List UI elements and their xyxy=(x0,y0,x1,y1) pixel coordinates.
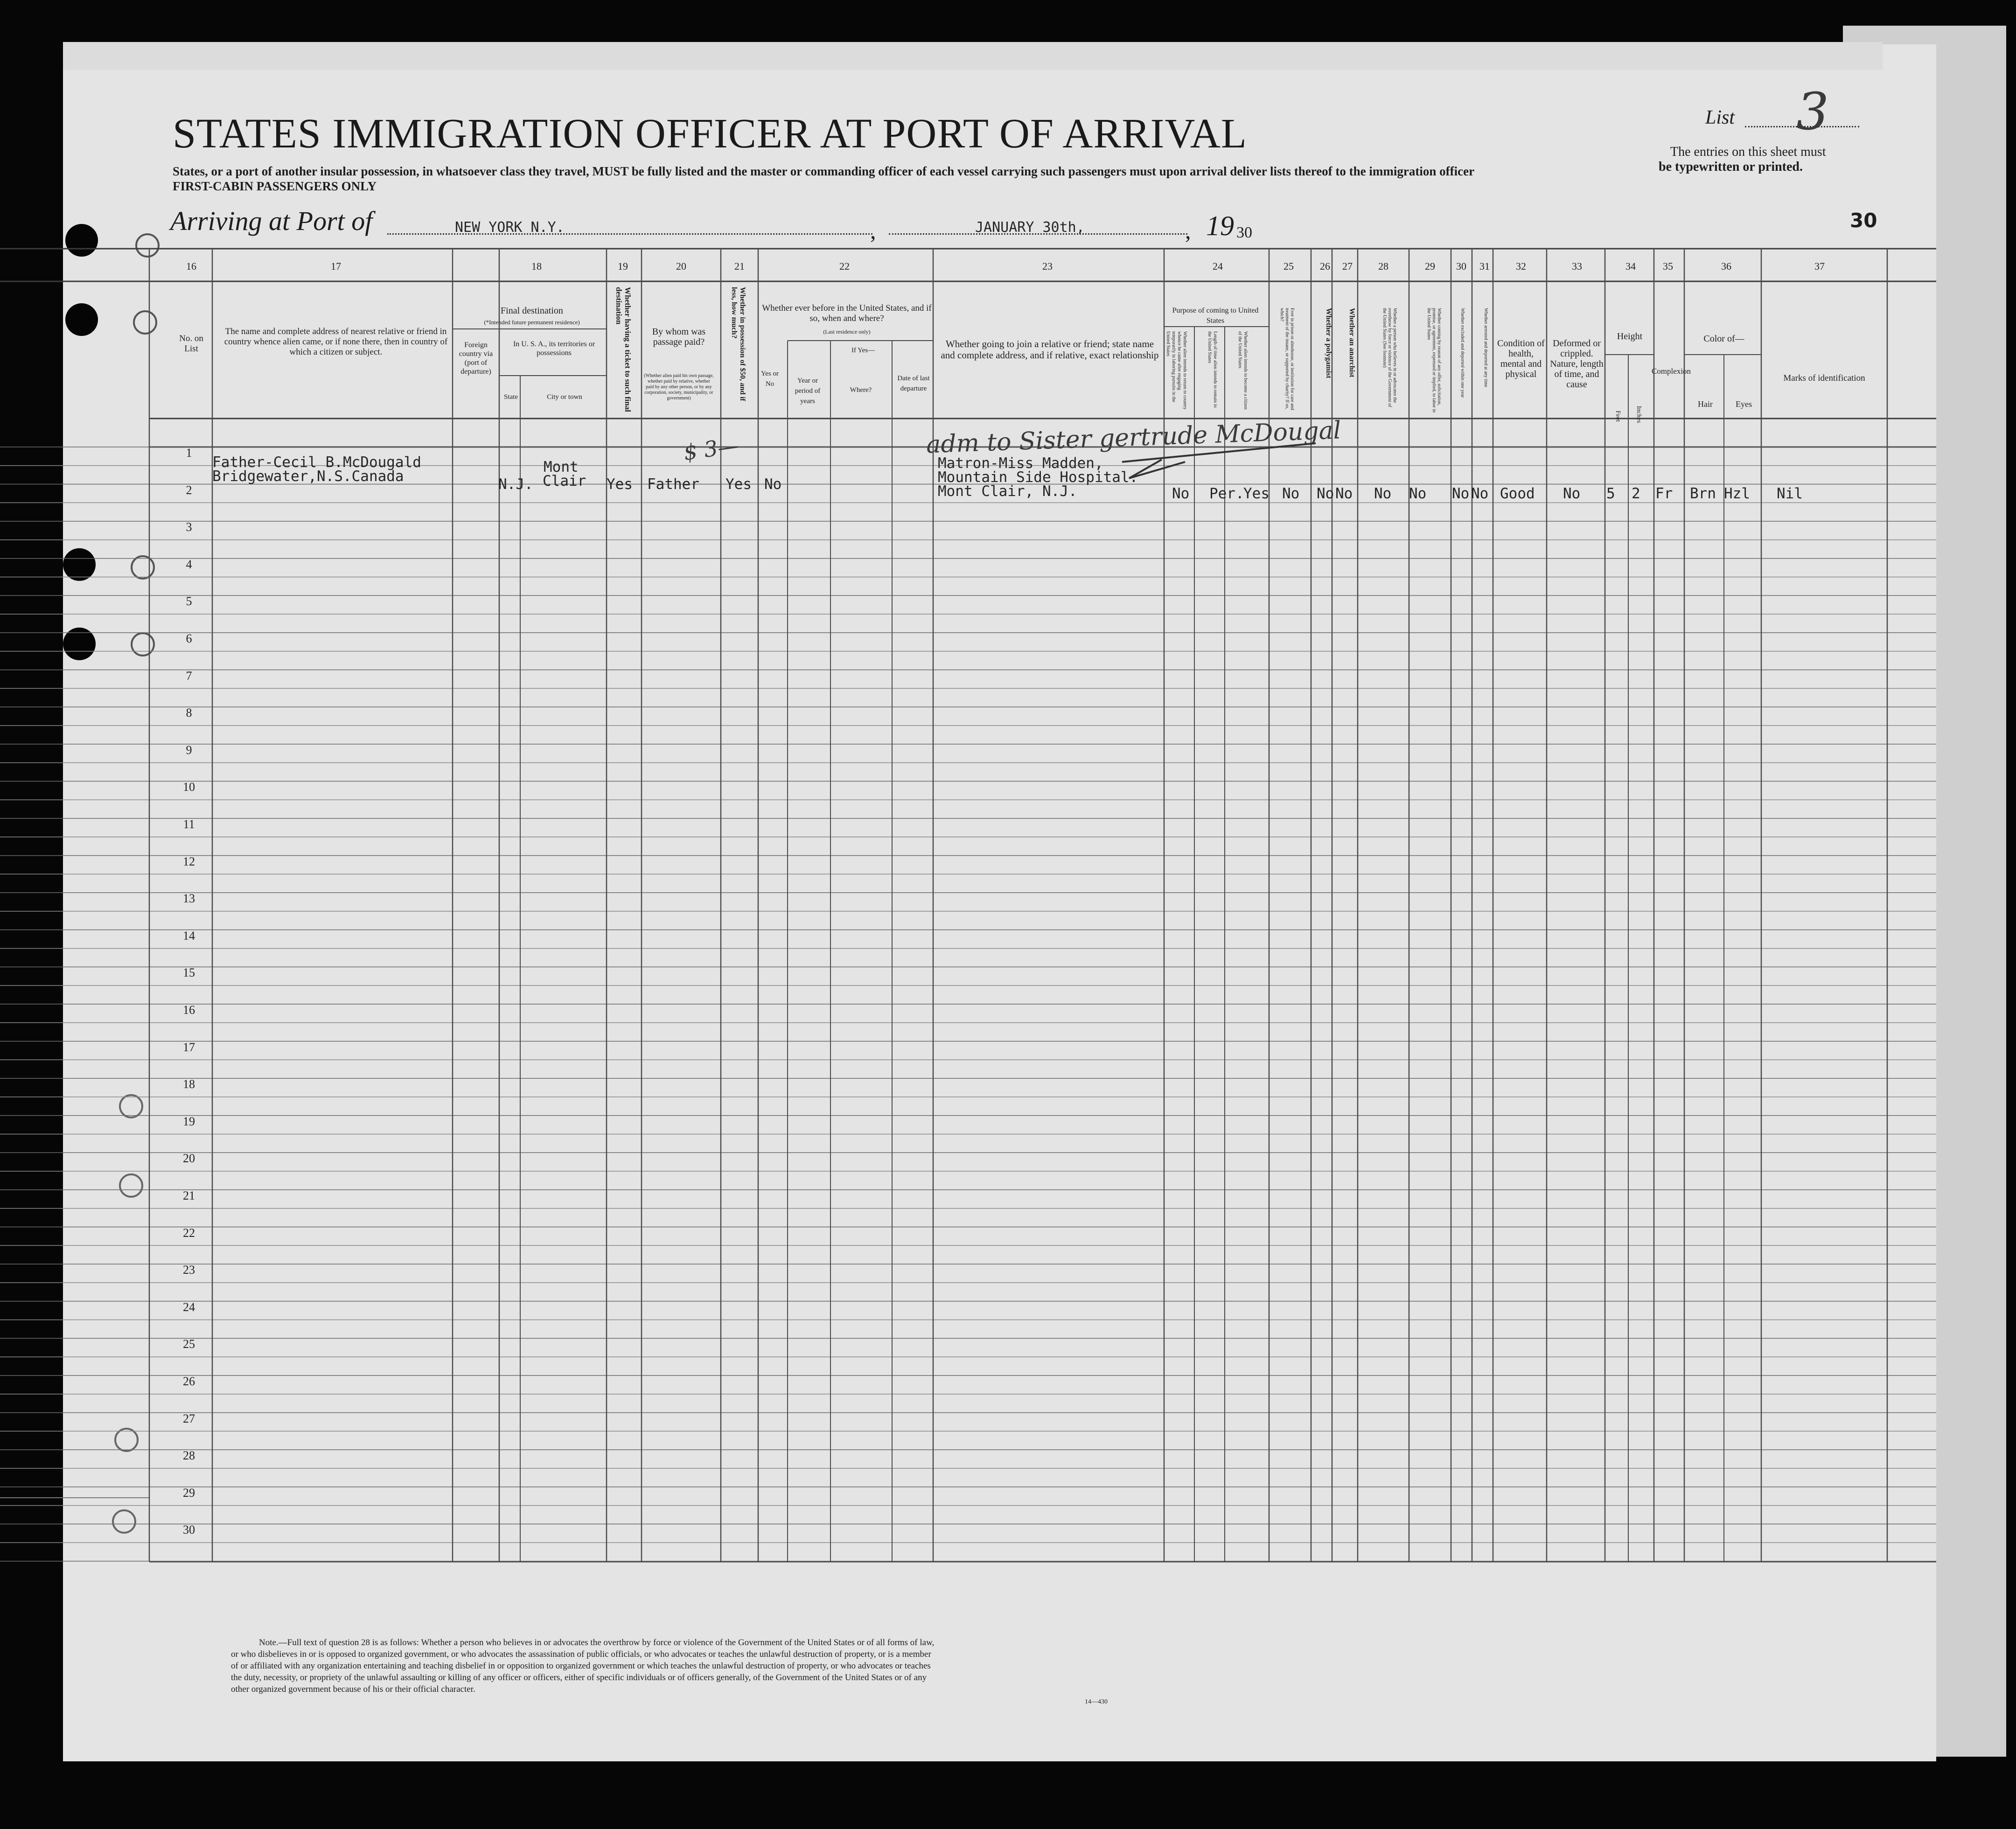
entry-complexion: Fr xyxy=(1655,485,1673,502)
header-subtitle-line1: States, or a port of another insular possession, in whatsoever class they travel, MUST be fully listed and the master or commanding officer of each vessel carrying such passengers must upon arrival deliver lists thereof to the immigration officer xyxy=(173,164,1475,178)
page-title: STATES IMMIGRATION OFFICER AT PORT OF ARRIVAL xyxy=(173,111,1247,157)
col-number: 32 xyxy=(1516,260,1526,272)
header-anarchist: Whether an anarchist xyxy=(1348,308,1356,377)
header-purpose: Purpose of coming to United States xyxy=(1172,307,1259,325)
header-by-whom-paid: By whom was passage paid? xyxy=(652,327,706,347)
sheet-number: 30 xyxy=(1850,209,1877,232)
row-number: 10 xyxy=(183,780,195,794)
entry-c31: No xyxy=(1471,485,1489,502)
row-number: 8 xyxy=(186,706,192,720)
year-prefix: 19 xyxy=(1206,210,1234,241)
entry-ticket: Yes xyxy=(607,476,633,493)
entry-handwritten-amount: $ 3— xyxy=(682,432,741,466)
col-number: 24 xyxy=(1213,260,1223,272)
entry-health: Good xyxy=(1500,485,1535,502)
port-value: NEW YORK N.Y. xyxy=(455,219,565,236)
footnote-line5: other organized government because of his or their official character. xyxy=(231,1684,475,1694)
entry-hair: Brn xyxy=(1690,485,1716,502)
col-number: 17 xyxy=(331,260,341,272)
row-number: 7 xyxy=(186,669,192,683)
form-number: 14—430 xyxy=(1085,1698,1108,1705)
row-number: 29 xyxy=(183,1486,195,1500)
entry-joining-line1: Matron-Miss Madden, xyxy=(938,455,1103,472)
typewritten-note-line2: be typewritten or printed. xyxy=(1659,160,1803,174)
footnote-line2: or who disbelieves in or is opposed to organized government, or who advocates the assassination of public officials, or who advocates or teaches the unlawful destruction of property, or is a member xyxy=(231,1649,931,1659)
footnote-line1: Note.—Full text of question 28 is as follows: Whether a person who believes in or advocates the overthrow by force or violence of the Government of the United States or of all forms of law, xyxy=(259,1638,935,1647)
col-number: 20 xyxy=(676,260,686,272)
header-by-whom-paid-note: (Whether alien paid his own passage, whether paid by relative, whether paid by any other person, or by any corporation, society, municipality, or government) xyxy=(644,373,714,401)
header-c28: Whether a person who believes in or advocates the overthrow by force or violence of the Government of the United States (See footnote) xyxy=(1382,308,1397,407)
header-if-yes: If Yes— xyxy=(851,347,875,354)
entry-eyes: Hzl xyxy=(1724,485,1750,502)
row-number: 1 xyxy=(186,446,192,460)
entry-deformed: No xyxy=(1563,485,1581,502)
header-complexion: Complexion xyxy=(1652,367,1691,376)
row-number: 9 xyxy=(186,743,192,757)
entry-inches: 2 xyxy=(1632,485,1640,502)
entry-marks: Nil xyxy=(1777,485,1803,502)
entry-joining-line3: Mont Clair, N.J. xyxy=(938,483,1077,500)
col-number: 29 xyxy=(1425,260,1435,272)
header-no-on-list: No. on List xyxy=(179,334,203,354)
year-suffix: 30 xyxy=(1236,224,1252,241)
header-possession-50: Whether in possession of $50, and if less, how much? xyxy=(730,287,746,401)
row-number: 18 xyxy=(183,1077,195,1091)
col-number: 26 xyxy=(1320,260,1330,272)
header-subtitle-line2: FIRST-CABIN PASSENGERS ONLY xyxy=(173,179,377,193)
col-number: 25 xyxy=(1284,260,1294,272)
row-number: 16 xyxy=(183,1003,195,1017)
arriving-label: Arriving at Port of xyxy=(170,206,373,236)
header-c30: Whether excluded and deported within one year xyxy=(1460,308,1465,398)
row-number: 6 xyxy=(186,632,192,645)
col-number: 34 xyxy=(1625,260,1636,272)
header-polygamist: Whether a polygamist xyxy=(1325,308,1332,378)
footnote-line4: the duty, necessity, or propriety of the unlawful assaulting or killing of any officer or officers, either of specific individuals or of officers generally, of the Government of the United States or of any xyxy=(231,1673,927,1682)
header-yes-or-no: Yes or No xyxy=(760,370,779,388)
col-number: 21 xyxy=(734,260,745,272)
header-hair: Hair xyxy=(1698,399,1713,409)
header-marks: Marks of identification xyxy=(1783,373,1865,383)
entry-c27: No xyxy=(1335,485,1353,502)
comma: , xyxy=(870,217,876,244)
row-number: 30 xyxy=(183,1523,195,1537)
row-number: 14 xyxy=(183,928,195,942)
col-number: 19 xyxy=(618,260,628,272)
row-number: 22 xyxy=(183,1226,195,1240)
col-number: 36 xyxy=(1721,260,1731,272)
entry-relative-line1: Father-Cecil B.McDougald xyxy=(212,454,421,471)
row-number: 2 xyxy=(186,483,192,497)
header-c31: Whether arrested and deported at any time xyxy=(1483,308,1488,387)
row-number: 24 xyxy=(183,1300,195,1314)
header-foreign-country: Foreign country via (port of departure) xyxy=(459,341,493,376)
header-eyes: Eyes xyxy=(1736,399,1752,409)
col-number: 16 xyxy=(186,260,196,272)
col-number: 33 xyxy=(1572,260,1582,272)
list-number: 3 xyxy=(1796,82,1829,141)
entry-city-line2: Clair xyxy=(543,473,586,489)
entry-purpose-a: No xyxy=(1172,485,1190,502)
header-deformed: Deformed or crippled. Nature, length of time, and cause xyxy=(1550,338,1604,390)
col-number: 28 xyxy=(1378,260,1388,272)
header-where: Where? xyxy=(850,386,872,394)
row-number: 28 xyxy=(183,1449,195,1463)
header-purpose-c: Whether alien intends to become a citizen of the United States xyxy=(1237,331,1248,410)
header-inches: Inches xyxy=(1635,406,1642,423)
header-c29: Whether coming by reason of any offer, solicitation, promise, or agreement, expressed or implied, to labor in the United States xyxy=(1426,308,1442,413)
entry-joining-line2: Mountain Side Hospital. xyxy=(938,469,1138,486)
list-label: List xyxy=(1705,107,1735,128)
col-number: 35 xyxy=(1663,260,1673,272)
entry-joining-handwritten: adm to Sister gertrude McDougal xyxy=(926,416,1342,459)
row-number: 17 xyxy=(183,1040,195,1054)
entry-feet: 5 xyxy=(1606,485,1615,502)
row-number: 26 xyxy=(183,1375,195,1388)
entry-possession: Yes xyxy=(725,476,752,493)
header-health: Condition of health, mental and physical xyxy=(1497,338,1545,379)
entry-city-line1: Mont xyxy=(544,459,579,475)
entry-ever-before: No xyxy=(764,476,782,493)
row-number: 21 xyxy=(183,1189,195,1202)
row-number: 3 xyxy=(186,520,192,534)
col-number: 22 xyxy=(839,260,850,272)
entry-state: N.J. xyxy=(498,476,533,493)
header-color-of: Color of— xyxy=(1703,334,1744,344)
row-number: 15 xyxy=(183,966,195,980)
row-number: 12 xyxy=(183,854,195,868)
col-number: 31 xyxy=(1479,260,1490,272)
row-number: 13 xyxy=(183,892,195,906)
header-height: Height xyxy=(1617,331,1643,342)
header-city-or-town: City or town xyxy=(547,393,582,401)
header-year-or-period: Year or period of years xyxy=(795,377,821,405)
header-last-residence: (Last residence only) xyxy=(823,328,871,335)
entry-purpose-b: Per. xyxy=(1209,485,1244,502)
col-number: 18 xyxy=(531,260,542,272)
entry-c29: No xyxy=(1409,485,1427,502)
header-final-destination: Final destination xyxy=(501,306,563,316)
entry-c30: No xyxy=(1452,485,1470,502)
header-date-last-departure: Date of last departure xyxy=(897,375,930,392)
header-in-usa: In U. S. A., its territories or possessions xyxy=(513,340,595,357)
header-ticket: Whether having a ticket to such final destination xyxy=(614,287,632,412)
entry-relative-line2: Bridgewater,N.S.Canada xyxy=(212,468,404,485)
row-number: 4 xyxy=(186,557,192,571)
footnote-line3: of or affiliated with any organization entertaining and teaching disbelief in or opposition to organized government or which teaches the unlawful destruction of property, or who advocates or teaches xyxy=(231,1661,931,1671)
header-purpose-a: Whether alien intends to return to country whence he came after engaging temporarily in laboring pursuits in the United States xyxy=(1165,331,1187,410)
row-number: 5 xyxy=(186,594,192,608)
col-number: 27 xyxy=(1342,260,1353,272)
header-final-destination-note: (*Intended future permanent residence) xyxy=(484,319,580,326)
row-number: 11 xyxy=(183,817,195,831)
col-number: 23 xyxy=(1042,260,1053,272)
entry-purpose-c: Yes xyxy=(1243,485,1270,502)
header-state: State xyxy=(504,393,518,401)
header-purpose-b: Length of time alien intends to remain in the United States xyxy=(1207,331,1218,408)
header-ever-before: Whether ever before in the United States, and if so, when and where? xyxy=(762,303,932,323)
entry-c28: No xyxy=(1374,485,1392,502)
col-number: 30 xyxy=(1456,260,1466,272)
row-number: 27 xyxy=(183,1411,195,1425)
row-number: 20 xyxy=(183,1152,195,1166)
entry-c25: No xyxy=(1282,485,1300,502)
entry-paid-by: Father xyxy=(647,476,699,493)
handwritten-arrow xyxy=(1120,434,1353,490)
comma: , xyxy=(1185,217,1191,244)
entry-c26: No xyxy=(1317,485,1334,502)
col-number: 37 xyxy=(1814,260,1825,272)
typewritten-note-line1: The entries on this sheet must xyxy=(1670,145,1826,159)
row-number: 25 xyxy=(183,1337,195,1351)
row-number: 19 xyxy=(183,1114,195,1128)
header-joining-relative: Whether going to join a relative or friend; state name and complete address, and if relative, exact relationship xyxy=(941,338,1159,361)
row-number: 23 xyxy=(183,1263,195,1277)
date-value: JANUARY 30th, xyxy=(975,219,1085,236)
header-nearest-relative: The name and complete address of nearest relative or friend in country whence alien came, or if none there, then in country of which a citizen or subject. xyxy=(224,327,448,357)
header-feet: Feet xyxy=(1614,411,1621,422)
header-c25: Ever in prison or almshouse, or institution for care and treatment of the insane, or supported by charity? If so, which? xyxy=(1279,308,1295,410)
